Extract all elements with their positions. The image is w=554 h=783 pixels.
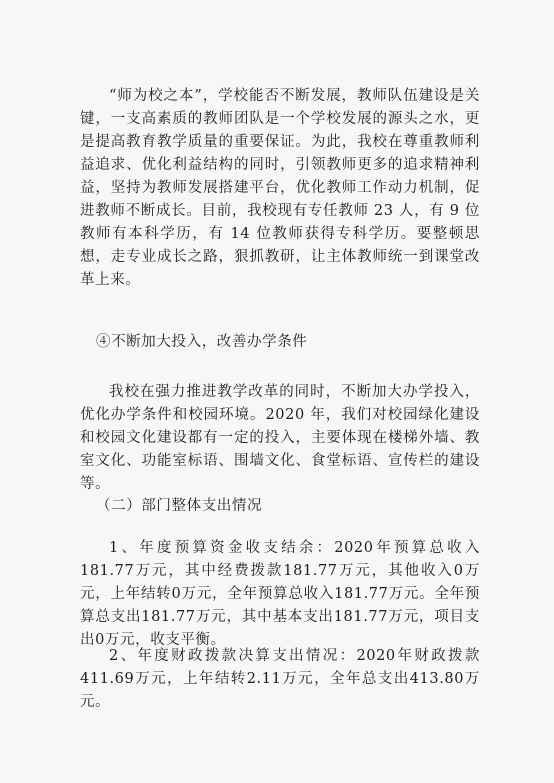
section-heading-expenditure: （二）部门整体支出情况 [96, 497, 263, 514]
paragraph-teacher-team: “师为校之本”，学校能否不断发展，教师队伍建设是关键，一支高素质的教师团队是一个学校发展的源头之水，更是提高教育教学质量的重要保证。为此，我校在尊重教师利益追求、优化利益结构的同时，引领教师更多的追求精神利益，坚持为教师发展搭建平台，优化教师工作动力机制，促进教师不断成长。目前，我校现有专任教师 23 人，有 9 位教师有本科学历，有 14 位教师获得专科学历。要整顿思想，走专业成长之路，狠抓教研，让主体教师统一到课堂改革上来。 [80, 87, 480, 288]
paragraph-budget-balance: 1、年度预算资金收支结余：2020年预算总收入181.77万元，其中经费拨款181.77万元，其他收入0万元，上年结转0万元，全年预算总收入181.77万元。全年预算总支出181.77万元，其中基本支出181.77万元，项目支出0万元，收支平衡。 [80, 539, 480, 648]
paragraph-investment: 我校在强力推进教学改革的同时，不断加大办学投入，优化办学条件和校园环境。2020 年，我们对校园绿化建设和校园文化建设都有一定的投入，主要体现在楼梯外墙、教室文化、功能室标语、围墙文化、食堂标语、宣传栏的建设等。 [80, 383, 480, 492]
paragraph-fiscal-appropriation: 2、年度财政拨款决算支出情况：2020年财政拨款411.69万元，上年结转2.11万元，全年总支出413.80万元。 [80, 647, 480, 710]
section-heading-investment: ④不断加大投入，改善办学条件 [96, 333, 308, 350]
